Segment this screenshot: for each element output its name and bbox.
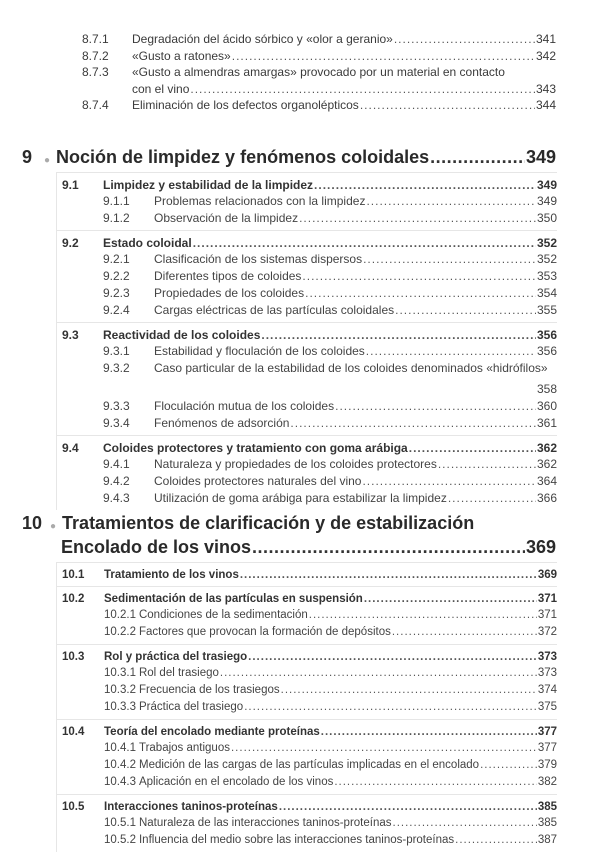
section-9-3 (57, 322, 557, 435)
toc-entry[interactable] (57, 682, 557, 699)
toc-entry[interactable] (57, 251, 557, 268)
leader-dots (480, 757, 537, 774)
page-number: 341 (535, 32, 556, 46)
leader-dots (314, 177, 536, 193)
leader-dots (231, 740, 537, 757)
entry-title: Aplicación en el encolado de los vinos (138, 776, 334, 788)
entry-number: 9.4.2 (103, 474, 130, 488)
entry-number: 9.2.4 (103, 303, 130, 317)
entry-title: Rol del trasiego (138, 667, 219, 679)
entry-title: Diferentes tipos de coloides (154, 269, 302, 283)
entry-number: 10.3.3 (104, 701, 136, 713)
entry-title: Floculación mutua de los coloides (154, 399, 335, 413)
entry-number: 10.5 (62, 801, 85, 813)
entry-title: Condiciones de la sedimentación (138, 609, 308, 621)
entry-number: 9 (22, 147, 33, 167)
entry-number: 9.4 (62, 441, 79, 455)
entry-title: «Gusto a ratones» (132, 48, 231, 63)
leader-dots (455, 832, 537, 849)
page-number: 342 (535, 48, 556, 63)
toc-entry[interactable] (57, 699, 557, 716)
entry-number: 9.1.1 (103, 194, 130, 208)
toc-entry[interactable] (82, 64, 556, 97)
entry-number: 10.2 (62, 593, 85, 605)
leader-dots (409, 440, 536, 456)
leader-dots (334, 774, 536, 791)
entry-number: 9.2 (62, 236, 79, 250)
entry-number: 8.7.4 (82, 98, 109, 112)
section-heading[interactable] (57, 591, 557, 607)
entry-title: Trabajos antiguos (138, 742, 230, 754)
page-number: 356 (536, 328, 557, 342)
entry-title: «Gusto a almendras amargas» provocado por un material en contacto (132, 65, 505, 79)
toc-entry[interactable] (57, 398, 557, 415)
leader-dots (395, 302, 536, 319)
toc-entry[interactable] (57, 285, 557, 302)
page-number: 352 (536, 236, 557, 250)
entry-number: 9.3.3 (103, 399, 130, 413)
leader-dots (252, 537, 525, 558)
toc-entry[interactable] (57, 624, 557, 641)
page-number: 350 (536, 211, 557, 225)
section-9-2 (57, 230, 557, 322)
toc-entry[interactable] (82, 48, 556, 65)
page-number: 385 (537, 801, 557, 813)
page-number: 372 (537, 626, 557, 638)
toc-entry[interactable] (57, 832, 557, 849)
entry-title: Reactividad de los coloides (103, 328, 261, 342)
entry-number: 10.5.1 (104, 817, 136, 829)
entry-number: 8.7.1 (82, 32, 109, 46)
entry-title: Tratamiento de los vinos (104, 569, 239, 581)
page-number: 371 (537, 593, 557, 605)
toc-entry[interactable] (57, 343, 557, 360)
toc-entry[interactable] (57, 360, 557, 398)
entry-number: 10.3.2 (104, 684, 136, 696)
entry-number: 10.1 (62, 569, 85, 581)
toc-entry[interactable] (82, 97, 556, 114)
entry-number: 10.2.2 (104, 626, 136, 638)
entry-title: Medición de las cargas de las partículas implicadas en el encolado (138, 759, 480, 771)
entry-number: 10.5.2 (104, 834, 136, 846)
leader-dots (193, 235, 536, 251)
entry-number: 9.3.4 (103, 416, 130, 430)
entry-number: 10 (22, 513, 43, 533)
page-number: 373 (537, 667, 557, 679)
entry-number: 9.4.1 (103, 457, 130, 471)
toc-entry[interactable] (57, 210, 557, 227)
toc-entry[interactable] (57, 456, 557, 473)
leader-dots (261, 327, 536, 343)
page-number: 343 (535, 81, 556, 96)
page-number: 354 (536, 286, 557, 300)
entry-title: Eliminación de los defectos organolépticos (132, 98, 359, 112)
page-number: 387 (537, 834, 557, 846)
bullet-icon: ● (44, 155, 51, 166)
leader-dots (290, 415, 536, 432)
leader-dots (362, 473, 536, 490)
page-number: 362 (536, 441, 557, 455)
entry-number: 9.2.2 (103, 269, 130, 283)
chapter-9-sections (56, 172, 557, 510)
entry-title: Rol y práctica del trasiego (104, 651, 248, 663)
entry-number: 9.2.1 (103, 252, 130, 266)
entry-title: Influencia del medio sobre las interacciones taninos-proteínas (138, 834, 455, 846)
leader-dots (309, 607, 537, 624)
leader-dots (248, 649, 537, 665)
entry-title: Fenómenos de adsorción (154, 416, 290, 430)
leader-dots (393, 815, 537, 832)
page-number: 352 (536, 252, 557, 266)
entry-title: Naturaleza de las interacciones taninos-proteínas (138, 817, 392, 829)
entry-title: Estabilidad y floculación de los coloides (154, 344, 365, 358)
entry-number: 10.4.1 (104, 742, 136, 754)
page-number: 377 (537, 742, 557, 754)
toc-entry[interactable] (57, 665, 557, 682)
entry-number: 8.7.2 (82, 48, 109, 63)
entry-title: Estado coloidal (103, 236, 192, 250)
section-heading[interactable] (57, 724, 557, 740)
leader-dots (321, 724, 537, 740)
entry-title: Observación de la limpidez (154, 211, 299, 225)
toc-entry[interactable] (57, 415, 557, 432)
page-number: 371 (537, 609, 557, 621)
leader-dots (430, 147, 525, 168)
section-10-3 (57, 644, 557, 719)
leader-dots (394, 31, 535, 48)
page-number: 358 (536, 382, 557, 396)
leader-dots (299, 210, 536, 227)
leader-dots (232, 48, 535, 65)
page-number: 349 (536, 178, 557, 192)
section-heading[interactable] (57, 649, 557, 665)
entry-number: 9.2.3 (103, 286, 130, 300)
section-heading[interactable] (57, 440, 557, 456)
page-number: 353 (536, 269, 557, 283)
page-number: 349 (536, 194, 557, 208)
leader-dots (190, 81, 535, 98)
toc-entry[interactable] (57, 774, 557, 791)
leader-dots (281, 682, 537, 699)
chapter-10-heading[interactable] (22, 513, 556, 558)
toc-section-8-7 (82, 31, 556, 114)
toc-entry[interactable] (57, 268, 557, 285)
toc-entry[interactable] (57, 815, 557, 832)
entry-title: Factores que provocan la formación de depósitos (138, 626, 391, 638)
leader-dots (220, 665, 537, 682)
toc-entry[interactable] (82, 31, 556, 48)
entry-title: Utilización de goma arábiga para estabilizar la limpidez (154, 491, 447, 505)
page-number: 382 (537, 776, 557, 788)
toc-entry[interactable] (57, 740, 557, 757)
section-9-4 (57, 435, 557, 510)
toc-entry[interactable] (57, 302, 557, 319)
page-number: 364 (536, 474, 557, 488)
leader-dots (364, 591, 537, 607)
page-number: 379 (537, 759, 557, 771)
page-number: 344 (535, 98, 556, 112)
leader-dots (438, 456, 536, 473)
leader-dots (366, 343, 536, 360)
page-number: 362 (536, 457, 557, 471)
entry-number: 10.4.3 (104, 776, 136, 788)
page-number: 349 (525, 147, 556, 167)
entry-number: 10.2.1 (104, 609, 136, 621)
toc-entry[interactable] (57, 490, 557, 507)
section-10-4 (57, 719, 557, 794)
section-10-2 (57, 586, 557, 644)
entry-title: Limpidez y estabilidad de la limpidez (103, 178, 314, 192)
entry-title: Problemas relacionados con la limpidez (154, 194, 366, 208)
entry-title: Naturaleza y propiedades de los coloides protectores (154, 457, 437, 471)
leader-dots (279, 799, 537, 815)
toc-entry[interactable] (57, 473, 557, 490)
section-9-1 (57, 172, 557, 230)
entry-title: Teoría del encolado mediante proteínas (104, 726, 320, 738)
entry-number: 9.1 (62, 178, 79, 192)
entry-number: 9.3 (62, 328, 79, 342)
chapter-9-heading[interactable] (22, 147, 556, 168)
leader-dots (392, 624, 537, 641)
entry-title: Tratamientos de clarificación y de estabilización (62, 513, 475, 533)
leader-dots (448, 490, 536, 507)
leader-dots (244, 699, 537, 716)
page-number: 360 (536, 399, 557, 413)
page-number: 374 (537, 684, 557, 696)
entry-title: Cargas eléctricas de las partículas coloidales (154, 303, 395, 317)
page-number: 369 (537, 569, 557, 581)
entry-title: Caso particular de la estabilidad de los coloides denominados «hidrófilos» (154, 361, 548, 375)
page-number: 377 (537, 726, 557, 738)
bullet-icon: ● (50, 521, 57, 532)
leader-dots (366, 193, 536, 210)
section-heading[interactable] (57, 327, 557, 343)
page-number: 369 (525, 537, 556, 557)
entry-title: Clasificación de los sistemas dispersos (154, 252, 363, 266)
toc-entry[interactable] (57, 757, 557, 774)
leader-dots (360, 97, 535, 114)
leader-dots (335, 398, 536, 415)
entry-title: con el vino (132, 81, 190, 96)
entry-title: Interacciones taninos-proteínas (104, 801, 278, 813)
entry-number: 10.3.1 (104, 667, 136, 679)
page-number: 356 (536, 344, 557, 358)
toc-entry[interactable] (57, 193, 557, 210)
entry-title: Degradación del ácido sórbico y «olor a geranio» (132, 32, 393, 46)
entry-number: 9.1.2 (103, 211, 130, 225)
toc-entry[interactable] (57, 607, 557, 624)
page-number: 375 (537, 701, 557, 713)
entry-number: 9.3.1 (103, 344, 130, 358)
page-number: 361 (536, 416, 557, 430)
leader-dots (363, 251, 536, 268)
entry-title: Coloides protectores naturales del vino (154, 474, 362, 488)
entry-number: 9.3.2 (103, 361, 130, 375)
entry-title: Frecuencia de los trasiegos (138, 684, 280, 696)
chapter-10-sections (56, 562, 557, 852)
entry-title: Coloides protectores y tratamiento con goma arábiga (103, 441, 408, 455)
section-heading[interactable] (57, 567, 557, 583)
entry-number: 9.4.3 (103, 491, 130, 505)
page-number: 373 (537, 651, 557, 663)
entry-title: Sedimentación de las partículas en suspensión (104, 593, 363, 605)
section-heading[interactable] (57, 235, 557, 251)
leader-dots (305, 285, 536, 302)
leader-dots (302, 268, 536, 285)
entry-title: Práctica del trasiego (138, 701, 244, 713)
page-number: 355 (536, 303, 557, 317)
section-10-1 (57, 562, 557, 586)
entry-number: 10.3 (62, 651, 85, 663)
entry-number: 10.4 (62, 726, 85, 738)
section-10-5 (57, 794, 557, 852)
section-heading[interactable] (57, 177, 557, 193)
entry-title: Propiedades de los coloides (154, 286, 305, 300)
leader-dots (240, 567, 537, 583)
section-heading[interactable] (57, 799, 557, 815)
entry-number: 8.7.3 (82, 65, 109, 79)
entry-number: 10.4.2 (104, 759, 136, 771)
page-number: 385 (537, 817, 557, 829)
entry-title: Encolado de los vinos (61, 537, 252, 557)
entry-title: Noción de limpidez y fenómenos coloidales (56, 147, 430, 167)
page-number: 366 (536, 491, 557, 505)
